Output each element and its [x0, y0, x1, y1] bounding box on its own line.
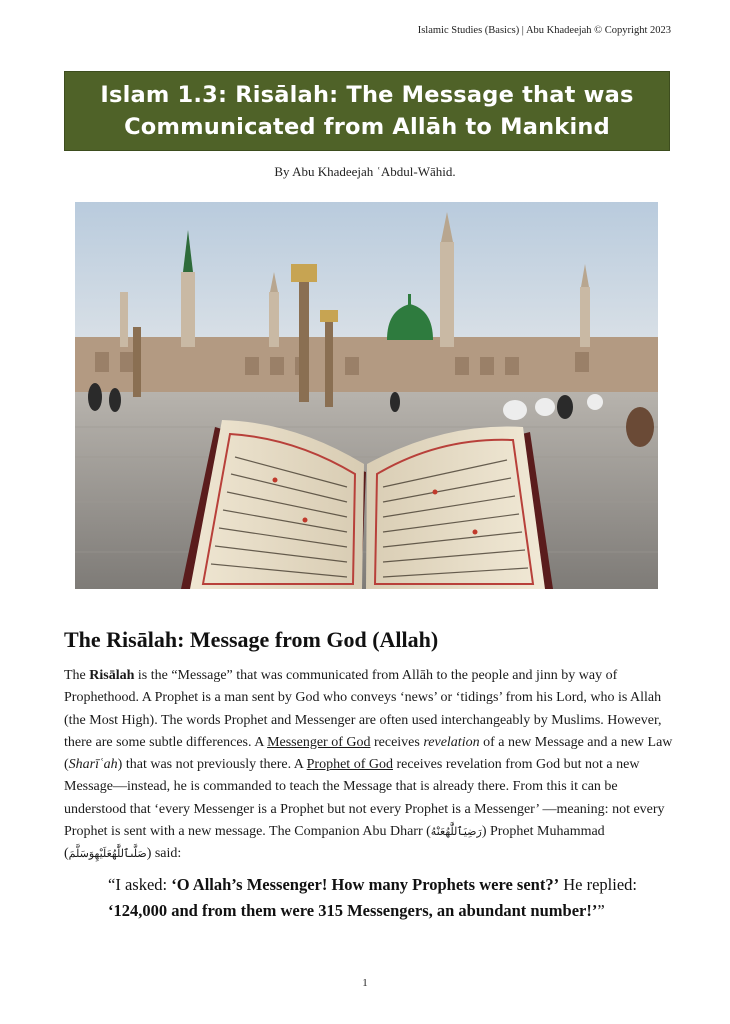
- body-paragraph: [64, 665, 674, 866]
- quote-question: ‘O Allah’s Messenger! How many Prophets were sent?’: [171, 875, 560, 894]
- section-heading: The Risālah: Message from God (Allah): [64, 627, 439, 652]
- text-run: receives: [370, 734, 424, 750]
- mosque-quran-photo: [75, 202, 658, 589]
- term-messenger-of-god: Messenger of God: [267, 734, 371, 750]
- text-run: ) that was not previously there. A: [117, 757, 307, 773]
- document-header-note: Islamic Studies (Basics) | Abu Khadeejah © Copyright 2023: [417, 25, 671, 36]
- arabic-honorific-radiallahu: رَضِيَٱللَّٰهُعَنْهُ: [430, 826, 482, 839]
- term-revelation: revelation: [423, 734, 480, 750]
- title-line-1: Islam 1.3: Risālah: The Message that was: [100, 82, 634, 108]
- hadith-quote: [108, 872, 688, 924]
- text-run: ) said:: [146, 846, 182, 862]
- text-run: receives revelation from God but not a new Message—instead, he is commanded to teach the Message that is already there. From this it can be understood that ‘every Messenger is a Prophet but not every Prophet is a Messenger’ —meaning: not every Prophet is sent with a new message. The Companion Abu Dharr (: [64, 757, 665, 840]
- text-run: ) Prophet Muhammad (: [64, 824, 605, 862]
- page-number: 1: [362, 977, 368, 989]
- quote-run: “I asked:: [108, 875, 172, 894]
- title-line-2: Communicated from Allāh to Mankind: [124, 114, 610, 140]
- text-run: The: [64, 668, 90, 683]
- quote-run: ”: [597, 901, 605, 920]
- quote-run: He replied:: [559, 875, 637, 894]
- quote-answer: ‘124,000 and from them were 315 Messengers, an abundant number!’: [108, 901, 598, 920]
- text-run: of a new Message and a new Law (: [64, 734, 673, 773]
- photo-illustration: [75, 202, 658, 589]
- author-byline: By Abu Khadeejah ʿAbdul-Wāhid.: [274, 164, 456, 179]
- title-banner: [64, 71, 670, 151]
- text-run: is the “Message” that was communicated from Allāh to the people and jinn by way of Prophethood. A Prophet is a man sent by God who conveys ‘news’ or ‘tidings’ from his Lord, who is Allah (the Most High). The words Prophet and Messenger are often used interchangeably by Muslims. However, there are some subtle differences. A: [64, 668, 662, 750]
- term-prophet-of-god: Prophet of God: [306, 757, 393, 773]
- arabic-honorific-salawat: صَلَّىٱللَّٰهُعَلَيْهِوَسَلَّمَ: [68, 848, 147, 861]
- term-shariah: Sharīʿah: [68, 757, 118, 773]
- term-risalah: Risālah: [89, 668, 135, 683]
